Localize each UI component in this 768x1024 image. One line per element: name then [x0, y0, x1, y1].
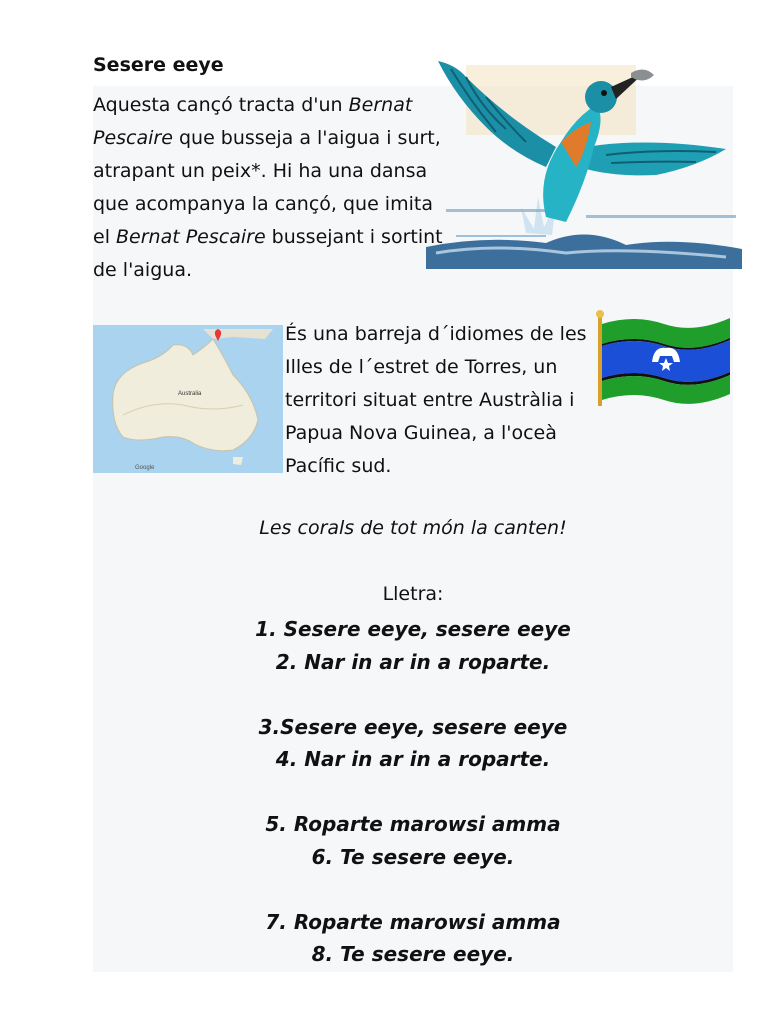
lyrics-stanza — [93, 808, 733, 873]
chorus-note: Les corals de tot món la canten! — [259, 517, 567, 539]
lyrics-block — [93, 613, 733, 1003]
lyrics-stanza — [93, 613, 733, 678]
page-title: Sesere eeye — [93, 54, 224, 76]
lyric-line: 4. Nar in ar in a roparte. — [275, 747, 551, 771]
intro-text-3: bussejant i sortint de l'aigua. — [93, 226, 443, 281]
lyrics-stanza — [93, 906, 733, 971]
lyric-line: 8. Te sesere eeye. — [311, 942, 515, 966]
intro-text-1: Aquesta cançó tracta d'un — [93, 94, 349, 116]
lyric-line: 2. Nar in ar in a roparte. — [275, 649, 551, 674]
lyric-line: 7. Roparte marowsi amma — [265, 909, 561, 934]
lyrics-heading: Lletra: — [382, 583, 444, 605]
intro-paragraph — [93, 89, 443, 287]
lyric-line: 3.Sesere eeye, sesere eeye — [258, 714, 568, 739]
kingfisher-image — [426, 57, 742, 269]
intro-text-2: que busseja a l'aigua i surt, atrapant un peix*. Hi ha una dansa que acompanya la cançó, que imita el — [93, 127, 441, 248]
lyrics-stanza — [93, 711, 733, 776]
lyric-line: 1. Sesere eeye, sesere eeye — [255, 617, 571, 641]
torres-strait-flag-image — [594, 310, 734, 410]
location-paragraph: És una barreja d´idiomes de les Illes de l´estret de Torres, un territori situat entre Austràlia i Papua Nova Guinea, a l'oceà Pacífic sud. — [285, 323, 587, 477]
australia-map — [93, 325, 283, 473]
map-attribution: Google — [135, 465, 155, 471]
intro-emphasis-2: Bernat Pescaire — [116, 226, 266, 248]
lyric-line: 5. Roparte marowsi amma — [265, 812, 561, 836]
map-country-label: Australia — [178, 391, 202, 397]
intro-emphasis-1: Bernat Pescaire — [93, 94, 413, 149]
lyric-line: 6. Te sesere eeye. — [311, 844, 515, 869]
